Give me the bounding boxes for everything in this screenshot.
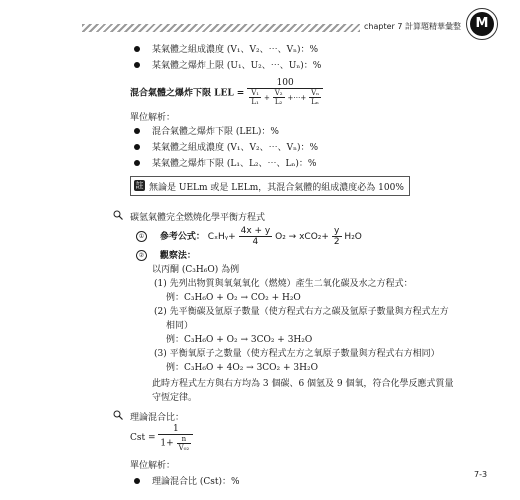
step-equation: 例：C₃H₆O + O₂ → 3CO₂ + 3H₂O	[166, 335, 313, 345]
step-text: (1) 先列出物質與氧氣氧化（燃燒）產生二氧化碳及水之方程式：	[154, 279, 413, 289]
list-item: 混合氣體之爆炸下限 (LEL)：%	[134, 124, 279, 137]
step-equation: 例：C₃H₆O + 4O₂ → 3CO₂ + 3H₂O	[166, 363, 318, 373]
logo: M	[470, 12, 494, 36]
observation-method: ② 觀察法：	[136, 248, 196, 261]
chapter-title: chapter 7 計算題精華彙整	[364, 22, 461, 31]
magnifier-icon	[113, 210, 123, 220]
bullet-icon	[134, 478, 140, 484]
page-number: 7-3	[474, 470, 488, 479]
lel-fraction: 100 $\frac{\text{V₁}}{\text{L₁}}$ + $\frac{\text{V₂}}{\text{L₂}}$ +⋯+ $\frac{\text{Vₙ}}{\text{Lₙ}}$	[247, 78, 323, 106]
bullet-icon	[134, 160, 140, 166]
bullet-icon	[134, 128, 140, 134]
step-equation: 例：C₃H₆O + O₂ → CO₂ + H₂O	[166, 293, 301, 303]
cst-formula: Cst = 1 1+ $\frac{n}{\text{V₀₂}}$	[130, 424, 193, 452]
example-intro: 以丙酮 (C₃H₆O) 為例	[152, 265, 240, 275]
section-title: 碳氫氣體完全燃燒化學平衡方程式	[130, 213, 266, 223]
note-text: 無論是 UELm 或是 LELm，其混合氣體的組成濃度必為 100%	[149, 183, 404, 193]
conclusion: 此時方程式左方與右方均為 3 個碳、6 個氫及 9 個氧，符合化學反應式質量	[152, 379, 454, 389]
bullet-icon	[134, 46, 140, 52]
step-text-continued: 相同）	[166, 321, 194, 331]
bullet-icon	[134, 62, 140, 68]
reference-formula: ① 參考公式： CₓHᵧ+ $\frac{4x + y}{4}$ O₂ → xCO₂+ $\frac{y}{2}$ H₂O	[136, 226, 362, 247]
note-icon: 註	[135, 181, 144, 190]
lel-formula-label: 混合氣體之爆炸下限 LEL =	[130, 88, 245, 99]
unit-analysis-label: 單位解析：	[130, 113, 176, 123]
bullet-icon	[134, 144, 140, 150]
list-item: 某氣體之組成濃度 (V₁、V₂、⋯、Vₙ)：%	[134, 42, 318, 55]
conclusion-continued: 守恆定律。	[152, 393, 198, 403]
section-title: 理論混合比：	[130, 413, 185, 423]
header-decorative-band	[82, 24, 360, 32]
step-text: (3) 平衡氧原子之數量（使方程式左方之氧原子數量與方程式右方相同）	[154, 349, 440, 359]
note-box	[130, 176, 410, 196]
step-text: (2) 先平衡碳及氫原子數量（使方程式右方之碳及氫原子數量與方程式左方	[154, 307, 449, 317]
lel-formula	[130, 78, 323, 106]
list-item: 某氣體之爆炸上限 (U₁、U₂、⋯、Uₙ)：%	[134, 58, 321, 71]
list-item: 某氣體之爆炸下限 (L₁、L₂、⋯、Lₙ)：%	[134, 156, 316, 169]
unit-analysis-label: 單位解析：	[130, 461, 176, 471]
list-item: 某氣體之組成濃度 (V₁、V₂、⋯、Vₙ)：%	[134, 140, 318, 153]
list-item: 理論混合比 (Cst)：%	[134, 474, 240, 487]
magnifier-icon	[113, 410, 123, 420]
